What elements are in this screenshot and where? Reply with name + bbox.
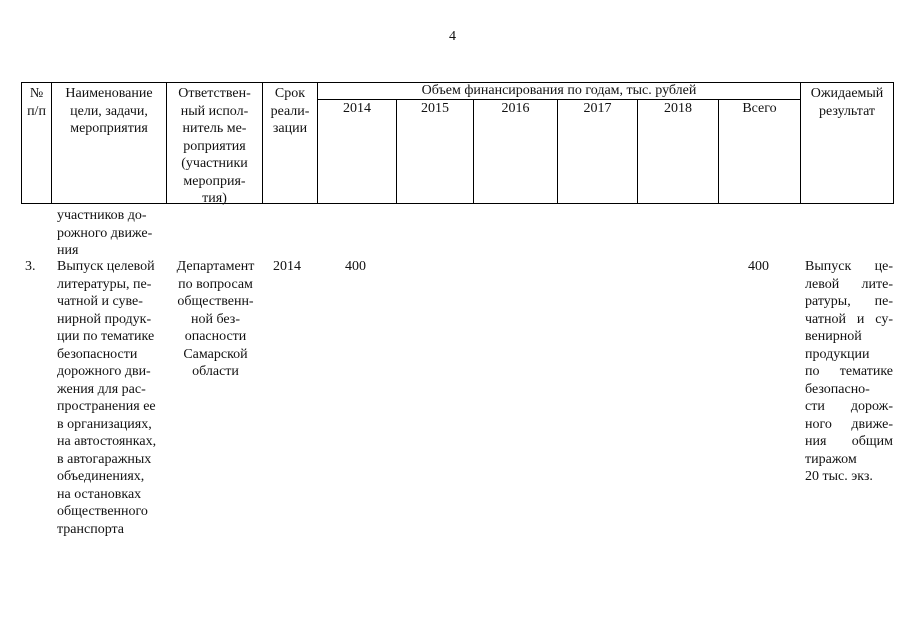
header-number-line: № — [29, 86, 44, 101]
row-name-line: безопасности — [57, 346, 138, 362]
row-responsible-line: области — [192, 364, 239, 379]
header-cell-year-2018: 2018 — [637, 99, 719, 204]
header-responsible-line: роприятия — [183, 138, 246, 154]
row-result-line: сти дорож- — [805, 399, 893, 414]
row-responsible-line: опасности — [184, 329, 247, 344]
header-term-line: Срок — [274, 86, 306, 101]
header-cell-number — [21, 82, 52, 204]
row-name-line: в организациях, — [57, 416, 152, 432]
row-name-line: ции по тематике — [57, 329, 155, 344]
row-name-line: объединениях, — [57, 469, 145, 484]
row-result-line: ния общим — [805, 434, 893, 449]
header-cell-year-2015: 2015 — [396, 99, 474, 204]
header-cell-year-2017: 2017 — [557, 99, 638, 204]
header-name-line: Наименование — [65, 86, 153, 101]
row-number: 3. — [25, 259, 36, 274]
header-responsible-line: Ответствен- — [178, 86, 251, 101]
continuation-text — [57, 207, 167, 260]
row-result-line: Выпуск це- — [805, 259, 893, 274]
continuation-line: ния — [57, 243, 79, 258]
row-result-line: венирной — [805, 329, 862, 344]
row-result-line: чатной и су- — [805, 311, 893, 327]
header-responsible-line: тия) — [202, 191, 227, 206]
header-term-line: реали- — [270, 103, 310, 119]
header-number-line: п/п — [27, 103, 46, 119]
header-cell-expected-result — [800, 82, 894, 204]
header-cell-year-2014: 2014 — [317, 99, 397, 204]
header-cell-funding-title: Объем финансирования по годам, тыс. рублей — [317, 82, 801, 100]
row-name-line: на остановках — [57, 486, 142, 502]
continuation-line: участников до- — [57, 208, 147, 223]
row-term: 2014 — [273, 259, 301, 274]
header-responsible-line: нитель ме- — [182, 121, 247, 136]
row-name-cell — [57, 258, 167, 538]
row-result-line: продукции — [805, 346, 870, 362]
row-responsible-line: Департамент — [176, 259, 255, 274]
row-result-line: по тематике — [805, 364, 893, 379]
row-responsible-line: ной без- — [191, 311, 240, 327]
row-result-line: ного движе- — [805, 416, 893, 432]
header-result-line: результат — [818, 103, 876, 119]
continuation-line: рожного движе- — [57, 225, 153, 241]
row-name-line: на автостоянках, — [57, 434, 157, 449]
row-name-line: чатной и суве- — [57, 294, 143, 309]
header-responsible-line: мероприя- — [183, 173, 246, 189]
row-name-line: жения для рас- — [57, 381, 146, 397]
row-name-line: в автогаражных — [57, 451, 152, 467]
row-name-line: нирной продук- — [57, 311, 152, 327]
row-name-line: дорожного дви- — [57, 364, 151, 379]
header-name-line: мероприятия — [70, 121, 148, 136]
header-cell-term — [262, 82, 318, 204]
row-name-line: общественного — [57, 504, 148, 519]
row-responsible-line: общественн- — [177, 294, 254, 309]
row-name-line: литературы, пе- — [57, 276, 152, 292]
header-cell-total: Всего — [718, 99, 801, 204]
row-name-line: пространения ее — [57, 399, 156, 414]
row-result-line: безопасно- — [805, 381, 870, 397]
row-name-line: Выпуск целевой — [57, 259, 155, 274]
header-result-line: Ожидаемый — [810, 86, 884, 101]
header-cell-responsible — [166, 82, 263, 204]
row-result-cell — [805, 258, 893, 486]
row-funding-2014: 400 — [345, 259, 366, 274]
header-cell-year-2016: 2016 — [473, 99, 558, 204]
row-result-line: ратуры, пе- — [805, 294, 893, 309]
row-result-line: 20 тыс. экз. — [805, 469, 873, 484]
row-result-line: левой лите- — [805, 276, 893, 292]
header-responsible-line: (участники — [181, 156, 248, 171]
row-responsible-cell — [168, 258, 263, 381]
header-name-line: цели, задачи, — [70, 103, 148, 119]
row-funding-total: 400 — [748, 259, 769, 274]
row-name-line: транспорта — [57, 521, 125, 537]
header-responsible-line: ный испол- — [180, 103, 249, 119]
row-result-line: тиражом — [805, 451, 857, 467]
page-number: 4 — [449, 29, 456, 44]
header-cell-name — [51, 82, 167, 204]
row-responsible-line: Самарской — [183, 346, 248, 362]
header-term-line: зации — [272, 121, 308, 136]
row-responsible-line: по вопросам — [178, 276, 253, 292]
